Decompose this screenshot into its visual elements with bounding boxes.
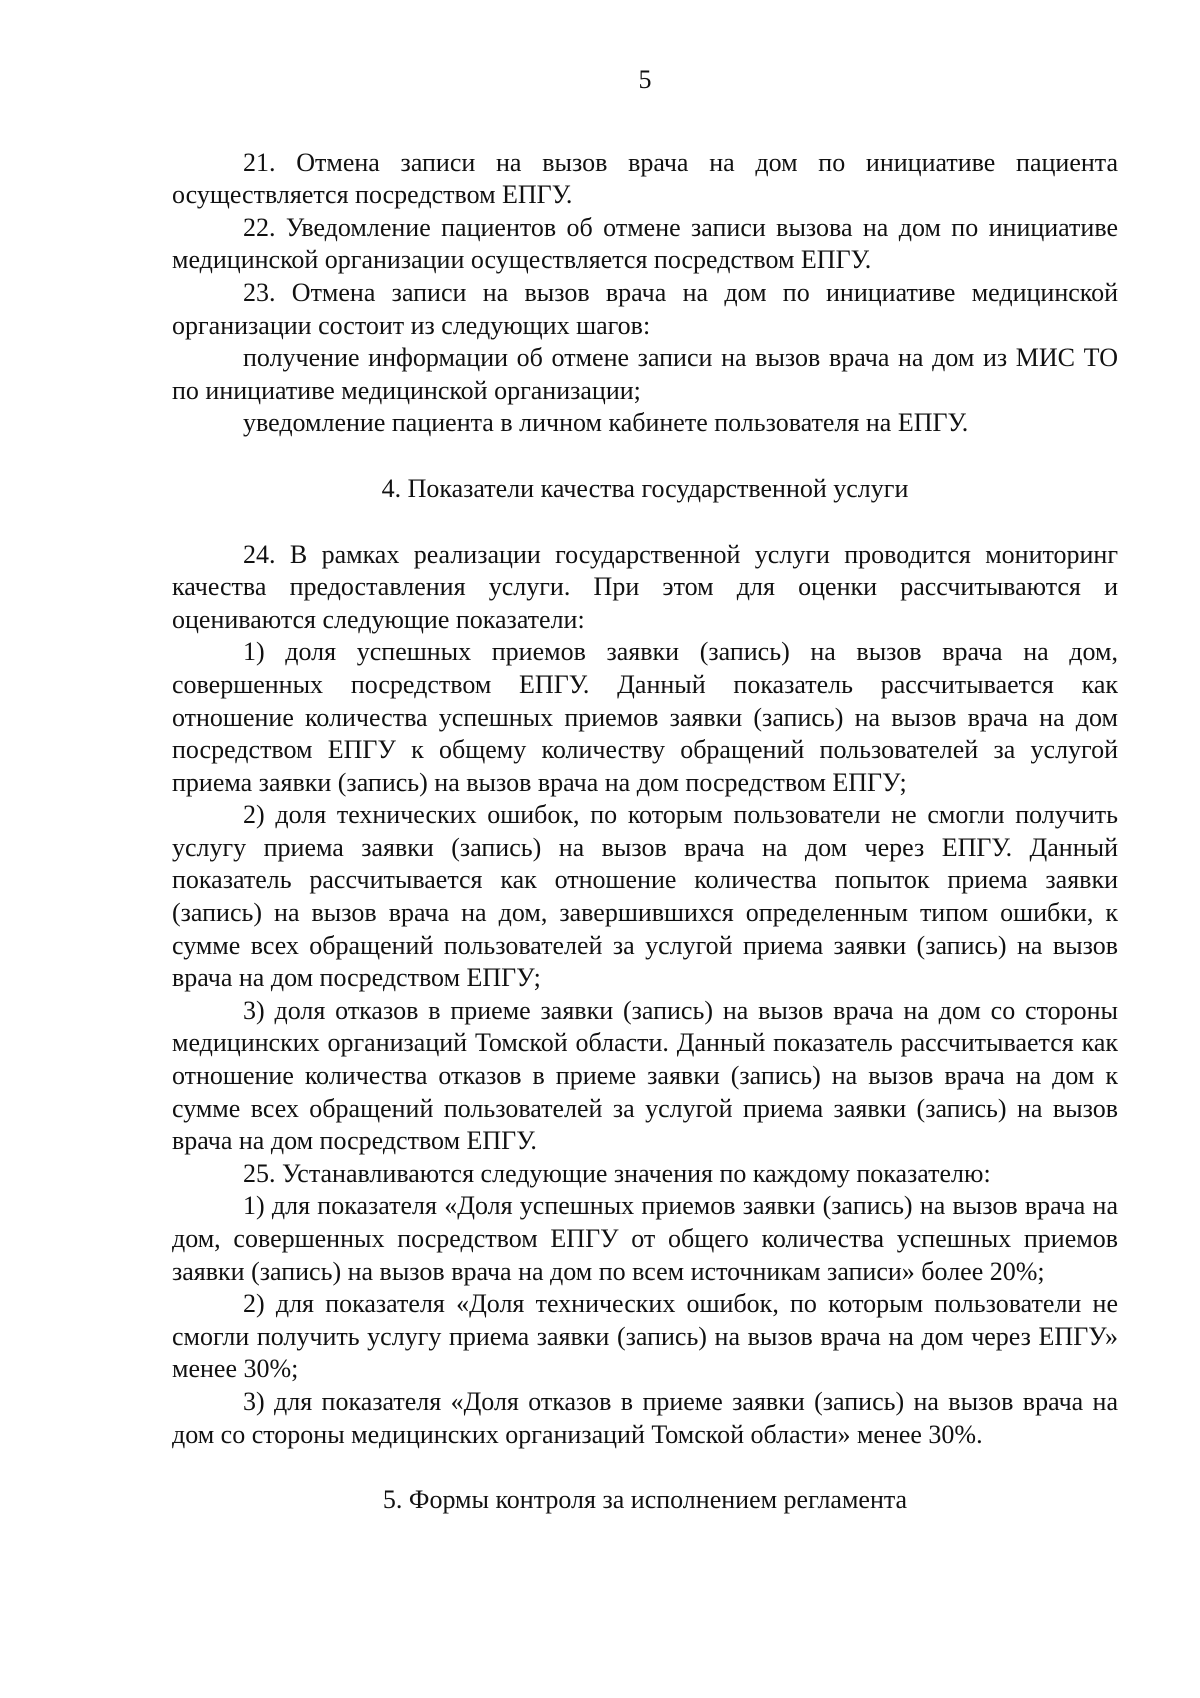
section-4-heading: 4. Показатели качества государственной услуги xyxy=(381,473,909,503)
paragraph-25: 25. Устанавливаются следующие значения по каждому показателю: xyxy=(243,1158,991,1188)
paragraph-24-item-3: 3) доля отказов в приеме заявки (запись) на вызов врача на дом со стороны медицинских организаций Томской области. Данный показатель рассчитывается как отношение количества отказов в приеме заявки (запись) на вызов врача на дом к сумме всех обращений пользователей за услугой приема заявки (запись) на вызов врача на дом посредством ЕПГУ. xyxy=(172,995,1118,1156)
paragraph-23: 23. Отмена записи на вызов врача на дом по инициативе медицинской организации состоит из следующих шагов: xyxy=(172,277,1118,340)
paragraph-21: 21. Отмена записи на вызов врача на дом по инициативе пациента осуществляется посредством ЕПГУ. xyxy=(172,147,1118,210)
page-number: 5 xyxy=(638,65,652,94)
paragraph-23-step-1: получение информации об отмене записи на вызов врача на дом из МИС ТО по инициативе медицинской организации; xyxy=(172,343,1118,405)
paragraph-23-step-2: уведомление пациента в личном кабинете пользователя на ЕПГУ. xyxy=(243,408,969,438)
paragraph-24-item-1: 1) доля успешных приемов заявки (запись) на вызов врача на дом, совершенных посредством ЕПГУ. Данный показатель рассчитывается как отношение количества успешных приемов заявки (запись) на вызов врача на дом посредством ЕПГУ к общему количеству обращений пользователей за услугой приема заявки (запись) на вызов врача на дом посредством ЕПГУ; xyxy=(172,637,1118,797)
paragraph-25-item-3: 3) для показателя «Доля отказов в приеме заявки (запись) на вызов врача на дом со стороны медицинских организаций Томской области» менее 30%. xyxy=(172,1386,1118,1449)
paragraph-25-item-2: 2) для показателя «Доля технических ошибок, по которым пользователи не смогли получить услугу приема заявки (запись) на вызов врача на дом через ЕПГУ» менее 30%; xyxy=(172,1289,1118,1384)
paragraph-25-item-1: 1) для показателя «Доля успешных приемов заявки (запись) на вызов врача на дом, совершенных посредством ЕПГУ от общего количества успешных приемов заявки (запись) на вызов врача на дом по всем источникам записи» более 20%; xyxy=(172,1191,1118,1286)
paragraph-24: 24. В рамках реализации государственной услуги проводится мониторинг качества предоставления услуги. При этом для оценки рассчитываются и оцениваются следующие показатели: xyxy=(172,539,1118,634)
paragraph-22: 22. Уведомление пациентов об отмене записи вызова на дом по инициативе медицинской организации осуществляется посредством ЕПГУ. xyxy=(172,212,1118,275)
paragraph-24-item-2: 2) доля технических ошибок, по которым пользователи не смогли получить услугу приема заявки (запись) на вызов врача на дом через ЕПГУ. Данный показатель рассчитывается как отношение количества попыток приема заявки (запись) на вызов врача на дом, завершившихся определенным типом ошибки, к сумме всех обращений пользователей за услугой приема заявки (запись) на вызов врача на дом посредством ЕПГУ; xyxy=(172,800,1118,993)
section-5-heading: 5. Формы контроля за исполнением регламента xyxy=(382,1485,908,1515)
